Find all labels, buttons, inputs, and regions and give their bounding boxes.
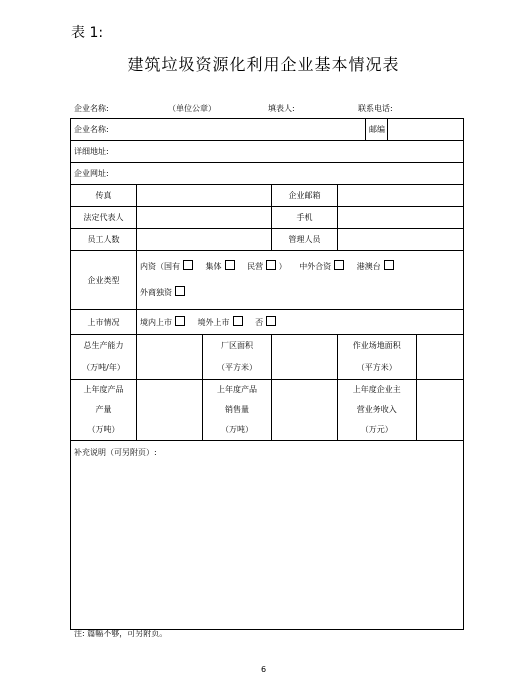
postcode-label: 邮编 — [366, 119, 388, 141]
row-listing — [71, 310, 464, 335]
checkbox-hk-macao-tw[interactable] — [384, 260, 394, 270]
staff-count-label: 员工人数 — [71, 229, 137, 251]
info-form-table — [70, 118, 464, 630]
row-company-name — [71, 119, 464, 141]
row-website — [71, 163, 464, 185]
address-label: 详细地址: — [74, 147, 109, 156]
work-area-group — [338, 335, 464, 380]
capacity-label: 总生产能力 （万吨/年） — [71, 335, 137, 380]
email-field[interactable] — [338, 185, 464, 207]
row-address — [71, 141, 464, 163]
row-staff — [71, 229, 464, 251]
company-name-label: 企业名称: — [74, 125, 109, 134]
work-area-field[interactable] — [416, 335, 463, 379]
sales-label: 上年度产品 销售量 （万吨） — [203, 380, 272, 441]
type-option-foreign: 外商独资 — [140, 288, 172, 297]
managers-label: 管理人员 — [272, 229, 338, 251]
revenue-field[interactable] — [416, 380, 463, 440]
listing-option-none: 否 — [255, 318, 264, 327]
listing-option-overseas: 境外上市 — [197, 318, 230, 327]
output-field[interactable] — [137, 380, 203, 441]
website-label: 企业网址: — [74, 169, 109, 178]
checkbox-joint-venture[interactable] — [334, 260, 344, 270]
fax-label: 传真 — [71, 185, 137, 207]
meta-filler-label: 填表人: — [268, 104, 295, 113]
company-name-field[interactable] — [71, 119, 366, 141]
footnote: 注: 篇幅不够，可另附页。 — [74, 629, 168, 638]
postcode-field[interactable] — [388, 119, 464, 141]
fax-field[interactable] — [137, 185, 272, 207]
website-field[interactable] — [71, 163, 464, 185]
checkbox-listed-domestic[interactable] — [175, 316, 185, 326]
email-label: 企业邮箱 — [272, 185, 338, 207]
legal-rep-field[interactable] — [137, 207, 272, 229]
staff-count-field[interactable] — [137, 229, 272, 251]
listing-options — [137, 310, 464, 335]
meta-company-label: 企业名称: — [74, 104, 109, 113]
checkbox-listed-overseas[interactable] — [233, 316, 243, 326]
checkbox-not-listed[interactable] — [266, 316, 276, 326]
checkbox-private[interactable] — [266, 260, 276, 270]
company-type-label: 企业类型 — [71, 251, 137, 310]
table-number: 表 1: — [71, 25, 104, 41]
plant-area-field[interactable] — [272, 335, 338, 380]
managers-field[interactable] — [338, 229, 464, 251]
work-area-label: 作业场地面积 （平方米） — [338, 335, 416, 379]
supplement-label: 补充说明（可另附页）: — [74, 448, 157, 457]
row-fax-email — [71, 185, 464, 207]
capacity-field[interactable] — [137, 335, 203, 380]
type-option-private: 民营 — [247, 262, 264, 271]
row-company-type — [71, 251, 464, 310]
listing-option-domestic: 境内上市 — [140, 318, 172, 327]
revenue-label: 上年度企业主 营业务收入 （万元） — [338, 380, 416, 440]
revenue-group — [338, 380, 464, 441]
checkbox-domestic[interactable] — [183, 260, 193, 270]
plant-area-label: 厂区面积 （平方米） — [203, 335, 272, 380]
type-option-joint-venture: 中外合资 — [299, 262, 332, 271]
checkbox-collective[interactable] — [225, 260, 235, 270]
company-type-options — [137, 251, 464, 310]
address-field[interactable] — [71, 141, 464, 163]
mobile-field[interactable] — [338, 207, 464, 229]
form-title: 建筑垃圾资源化利用企业基本情况表 — [127, 55, 400, 74]
page-number: 6 — [260, 665, 267, 674]
legal-rep-label: 法定代表人 — [71, 207, 137, 229]
row-supplement — [71, 441, 464, 630]
output-label: 上年度产品 产量 （万吨） — [71, 380, 137, 441]
checkbox-foreign[interactable] — [175, 286, 185, 296]
type-option-close-paren: ） — [278, 262, 287, 271]
row-capacity — [71, 335, 464, 380]
row-output — [71, 380, 464, 441]
meta-seal-label: （单位公章） — [168, 104, 216, 113]
type-option-domestic: 内资（国有 — [140, 262, 180, 271]
meta-phone-label: 联系电话: — [358, 104, 393, 113]
row-legal-mobile — [71, 207, 464, 229]
mobile-label: 手机 — [272, 207, 338, 229]
type-option-collective: 集体 — [205, 262, 222, 271]
type-option-hk-macao-tw: 港澳台 — [356, 262, 381, 271]
sales-field[interactable] — [272, 380, 338, 441]
listing-label: 上市情况 — [71, 310, 137, 335]
supplement-field[interactable] — [71, 441, 464, 630]
